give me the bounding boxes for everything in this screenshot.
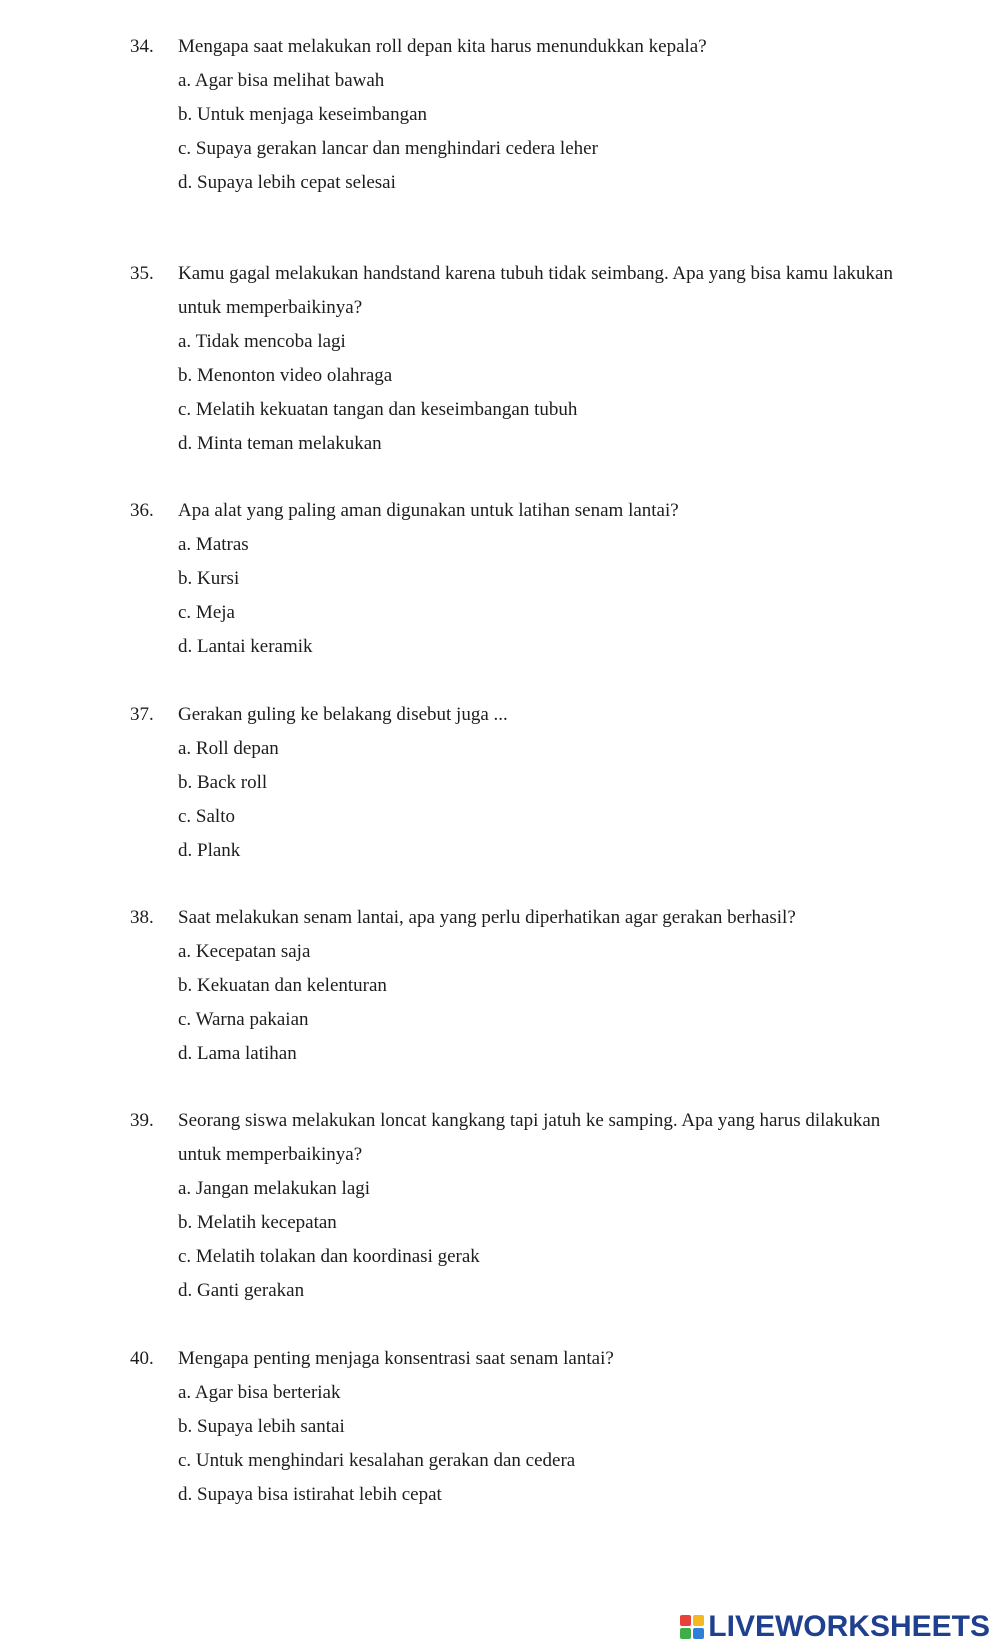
liveworksheets-logo-icon	[680, 1615, 704, 1639]
answer-option-b[interactable]: b. Melatih kecepatan	[178, 1212, 337, 1233]
answer-option-b[interactable]: b. Kekuatan dan kelenturan	[178, 975, 387, 996]
logo-square-red	[680, 1615, 691, 1626]
answer-option-c[interactable]: c. Untuk menghindari kesalahan gerakan dan cedera	[178, 1450, 576, 1471]
question-39	[130, 1104, 920, 1308]
question-number: 36.	[130, 500, 154, 521]
answer-option-b[interactable]: b. Kursi	[178, 568, 240, 589]
answer-option-b[interactable]: b. Untuk menjaga keseimbangan	[178, 104, 428, 125]
answer-options	[178, 64, 920, 200]
question-35	[130, 257, 920, 461]
logo-square-yellow	[693, 1615, 704, 1626]
answer-option-a[interactable]: a. Tidak mencoba lagi	[178, 331, 346, 352]
answer-option-d[interactable]: d. Plank	[178, 840, 241, 861]
answer-option-c[interactable]: c. Supaya gerakan lancar dan menghindari cedera leher	[178, 138, 598, 159]
answer-options	[178, 528, 920, 664]
question-38	[130, 901, 920, 1071]
answer-options	[178, 1376, 920, 1512]
answer-option-b[interactable]: b. Supaya lebih santai	[178, 1416, 345, 1437]
logo-square-blue	[693, 1628, 704, 1639]
question-number: 39.	[130, 1110, 154, 1131]
question-37	[130, 698, 920, 868]
question-number: 34.	[130, 36, 154, 57]
answer-option-b[interactable]: b. Back roll	[178, 772, 268, 793]
question-34	[130, 30, 920, 200]
answer-option-d[interactable]: d. Lama latihan	[178, 1043, 297, 1064]
question-text: Saat melakukan senam lantai, apa yang perlu diperhatikan agar gerakan berhasil?	[178, 907, 796, 928]
question-text: Kamu gagal melakukan handstand karena tubuh tidak seimbang. Apa yang bisa kamu lakukan untuk memperbaikinya?	[178, 263, 893, 318]
answer-option-b[interactable]: b. Menonton video olahraga	[178, 365, 393, 386]
answer-option-d[interactable]: d. Lantai keramik	[178, 636, 313, 657]
question-text: Seorang siswa melakukan loncat kangkang tapi jatuh ke samping. Apa yang harus dilakukan untuk memperbaikinya?	[178, 1110, 881, 1165]
answer-options	[178, 325, 920, 461]
answer-option-a[interactable]: a. Jangan melakukan lagi	[178, 1178, 371, 1199]
answer-option-d[interactable]: d. Supaya lebih cepat selesai	[178, 172, 396, 193]
question-number: 38.	[130, 907, 154, 928]
question-40	[130, 1342, 920, 1512]
answer-options	[178, 1172, 920, 1308]
answer-option-c[interactable]: c. Melatih kekuatan tangan dan keseimbangan tubuh	[178, 399, 578, 420]
answer-option-d[interactable]: d. Minta teman melakukan	[178, 433, 382, 454]
answer-option-d[interactable]: d. Ganti gerakan	[178, 1280, 305, 1301]
answer-options	[178, 935, 920, 1071]
question-number: 37.	[130, 704, 154, 725]
question-text: Apa alat yang paling aman digunakan untuk latihan senam lantai?	[178, 500, 679, 521]
answer-option-c[interactable]: c. Warna pakaian	[178, 1009, 309, 1030]
liveworksheets-watermark	[680, 1611, 990, 1643]
question-text: Gerakan guling ke belakang disebut juga ...	[178, 704, 508, 725]
answer-options	[178, 732, 920, 868]
brand-name: LIVEWORKSHEETS	[708, 1610, 990, 1643]
answer-option-a[interactable]: a. Agar bisa melihat bawah	[178, 70, 385, 91]
answer-option-c[interactable]: c. Salto	[178, 806, 235, 827]
question-36	[130, 494, 920, 664]
answer-option-a[interactable]: a. Kecepatan saja	[178, 941, 311, 962]
question-text: Mengapa saat melakukan roll depan kita harus menundukkan kepala?	[178, 36, 707, 57]
question-text: Mengapa penting menjaga konsentrasi saat senam lantai?	[178, 1348, 614, 1369]
answer-option-a[interactable]: a. Roll depan	[178, 738, 279, 759]
question-number: 40.	[130, 1348, 154, 1369]
logo-square-green	[680, 1628, 691, 1639]
answer-option-a[interactable]: a. Agar bisa berteriak	[178, 1382, 341, 1403]
question-number: 35.	[130, 263, 154, 284]
answer-option-c[interactable]: c. Melatih tolakan dan koordinasi gerak	[178, 1246, 480, 1267]
answer-option-d[interactable]: d. Supaya bisa istirahat lebih cepat	[178, 1484, 442, 1505]
answer-option-c[interactable]: c. Meja	[178, 602, 235, 623]
answer-option-a[interactable]: a. Matras	[178, 534, 249, 555]
